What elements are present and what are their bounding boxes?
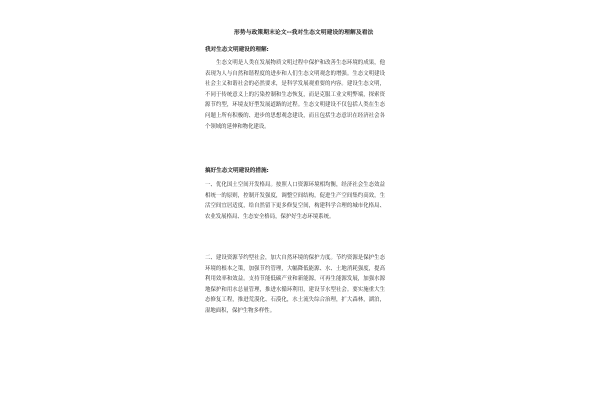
section-heading-understanding: 我对生态文明建设的理解: bbox=[205, 47, 269, 53]
paragraph-measure-2: 二、建设资源节约型社会，加大自然环境的保护力度。节约资源是保护生态环境的根本之策，加强节约管理，大幅降低能源、水、土地消耗强度，提高利用效率和效益。支持节能低碳产业和新能源，可再生能源发展，加强水源地保护和用水总量管理，推进水循环利用，建设节水型社会。要实施重大生态修复工程，推进荒漠化、石漠化，水土流失综合治理，扩大森林，湖泊，湿地面积，保护生物多样性。 bbox=[205, 255, 385, 314]
paragraph-understanding: 生态文明是人类在发展物质文明过程中保护和改善生态环境的成果，他表现为人与自然和谐程度的进步和人们生态文明观念的增强。生态文明建设社会主义和谐社会的必然要求，是科学发展观重要的内容。建设生态文明，不同于传统意义上的污染控制和生态恢复，而是克服工业文明弊端，探索资源节约型，环境友好型发展道路的过程。生态文明建设不仅包括人类在生态问题上所有积极的、进步的思想观念建设，而且包括生态意识在经济社会各个领域的延伸和物化建设。 bbox=[205, 60, 385, 130]
section-heading-measures: 搞好生态文明建设的措施: bbox=[205, 168, 269, 174]
paragraph-measure-1: 一、优化国土空间开发格局。按照人口资源环境相均衡，经济社会生态效益相统一的原则，控制开发强度，调整空间结构，促进生产空间集约高效，生活空间宜居适度，给自然留下更多修复空间，构建科学合理的城市化格局、农业发展格局、生态安全格局，保护好生态环境系统。 bbox=[205, 182, 385, 220]
document-title: 形势与政策期末论文--我对生态文明建设的理解及看法 bbox=[234, 30, 374, 36]
